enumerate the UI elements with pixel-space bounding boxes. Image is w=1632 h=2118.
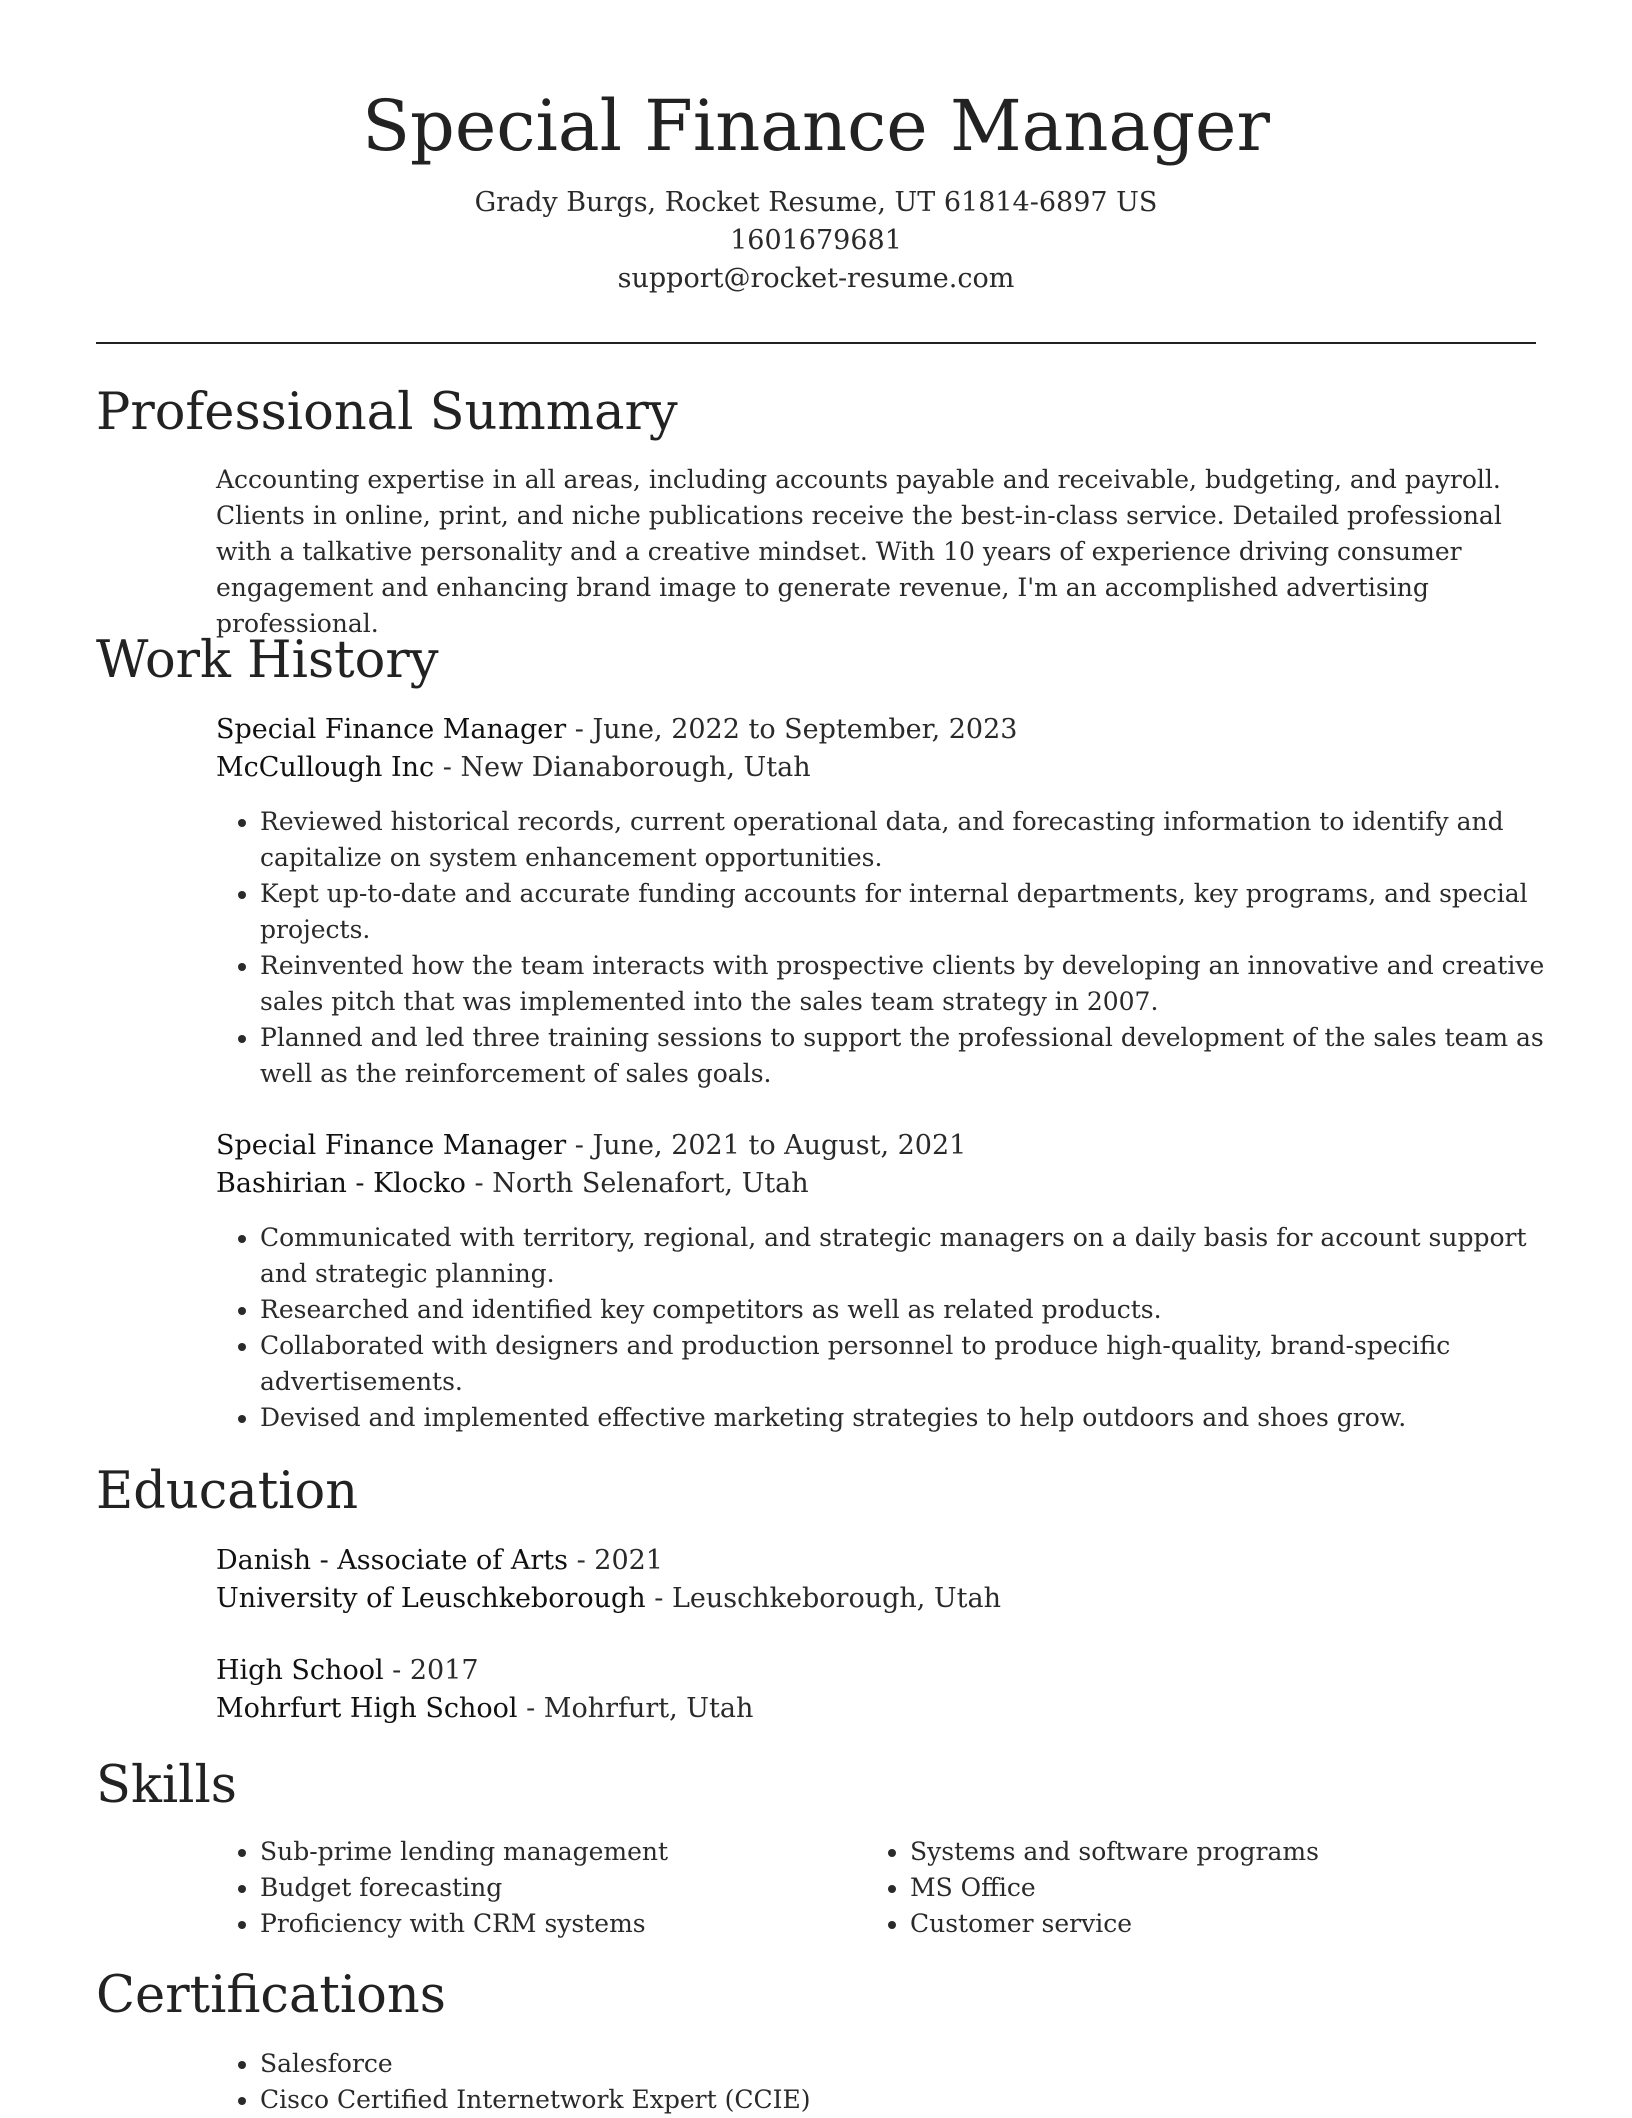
contact-block [0,184,1632,298]
list-item: • Communicated with territory, regional, and strategic managers on a daily basis for account support and strategic planning. [260,1220,1580,1292]
job-2-title-line [216,1127,966,1165]
list-item: • Collaborated with designers and production personnel to produce high-quality, brand-specific advertisements. [260,1328,1580,1400]
job-1-title-line [216,711,1017,749]
contact-phone: 1601679681 [730,225,902,256]
education-year: - 2017 [383,1655,479,1686]
contact-email: support@rocket-resume.com [617,263,1015,294]
skills-list-right [866,1834,1530,1942]
job-dates: - June, 2021 to August, 2021 [566,1130,967,1161]
job-2-company-line [216,1165,966,1203]
list-item: • Cisco Certified Internetwork Expert (CCIE) [260,2082,1580,2118]
job-2-header [216,1127,966,1203]
education-school-line [216,1690,753,1728]
resume-title: Special Finance Manager [362,85,1270,167]
education-entry-2 [216,1652,753,1728]
summary-heading: Professional Summary [96,383,678,442]
list-item: • Systems and software programs [910,1834,1530,1870]
header-divider [96,342,1536,344]
certifications-heading: Certifications [96,1966,446,2025]
list-item: • Kept up-to-date and accurate funding accounts for internal departments, key programs, and special projects. [260,876,1580,948]
work-history-heading: Work History [96,631,439,690]
job-company: McCullough Inc [216,752,435,783]
education-year: - 2021 [567,1545,663,1576]
education-entry-1 [216,1542,1001,1618]
resume-header [0,82,1632,298]
job-1-bullets [216,804,1580,1092]
job-location: - New Dianaborough, Utah [434,752,811,783]
list-item: • Planned and led three training sessions to support the professional development of the sales team as well as the reinforcement of sales goals. [260,1020,1580,1092]
education-degree-line [216,1542,1001,1580]
education-school: Mohrfurt High School [216,1693,518,1724]
education-degree: High School [216,1655,384,1686]
contact-address: Grady Burgs, Rocket Resume, UT 61814-6897 US [474,187,1158,218]
education-degree: Danish - Associate of Arts [216,1545,568,1576]
job-dates: - June, 2022 to September, 2023 [566,714,1018,745]
job-title: Special Finance Manager [216,1130,567,1161]
education-location: - Leuschkeborough, Utah [645,1583,1002,1614]
education-school: University of Leuschkeborough [216,1583,646,1614]
list-item: • Sub-prime lending management [260,1834,820,1870]
certifications-list [216,2046,1580,2118]
job-company: Bashirian - Klocko [216,1168,466,1199]
list-item: • Reinvented how the team interacts with prospective clients by developing an innovative and creative sales pitch that was implemented into the sales team strategy in 2007. [260,948,1580,1020]
skills-list-left [216,1834,820,1942]
list-item: • Devised and implemented effective marketing strategies to help outdoors and shoes grow. [260,1400,1580,1436]
list-item: • Budget forecasting [260,1870,820,1906]
list-item: • MS Office [910,1870,1530,1906]
education-location: - Mohrfurt, Utah [517,1693,754,1724]
job-1-header [216,711,1017,787]
education-degree-line [216,1652,753,1690]
education-heading: Education [96,1462,359,1521]
job-1-company-line [216,749,1017,787]
list-item: • Reviewed historical records, current operational data, and forecasting information to identify and capitalize on system enhancement opportunities. [260,804,1580,876]
job-location: - North Selenafort, Utah [465,1168,809,1199]
list-item: • Customer service [910,1906,1530,1942]
list-item: • Proficiency with CRM systems [260,1906,820,1942]
job-2-bullets [216,1220,1580,1436]
summary-text: Accounting expertise in all areas, including accounts payable and receivable, budgeting, and payroll. Clients in online, print, and niche publications receive the best-in-class service. Detailed professional with a talkative personality and a creative mindset. With 10 years of experience driving consumer engagement and enhancing brand image to generate revenue, I'm an accomplished advertising professional. [216,465,1502,638]
list-item: • Salesforce [260,2046,1580,2082]
skills-heading: Skills [96,1756,237,1815]
job-title: Special Finance Manager [216,714,567,745]
list-item: • Researched and identified key competitors as well as related products. [260,1292,1580,1328]
education-school-line [216,1580,1001,1618]
